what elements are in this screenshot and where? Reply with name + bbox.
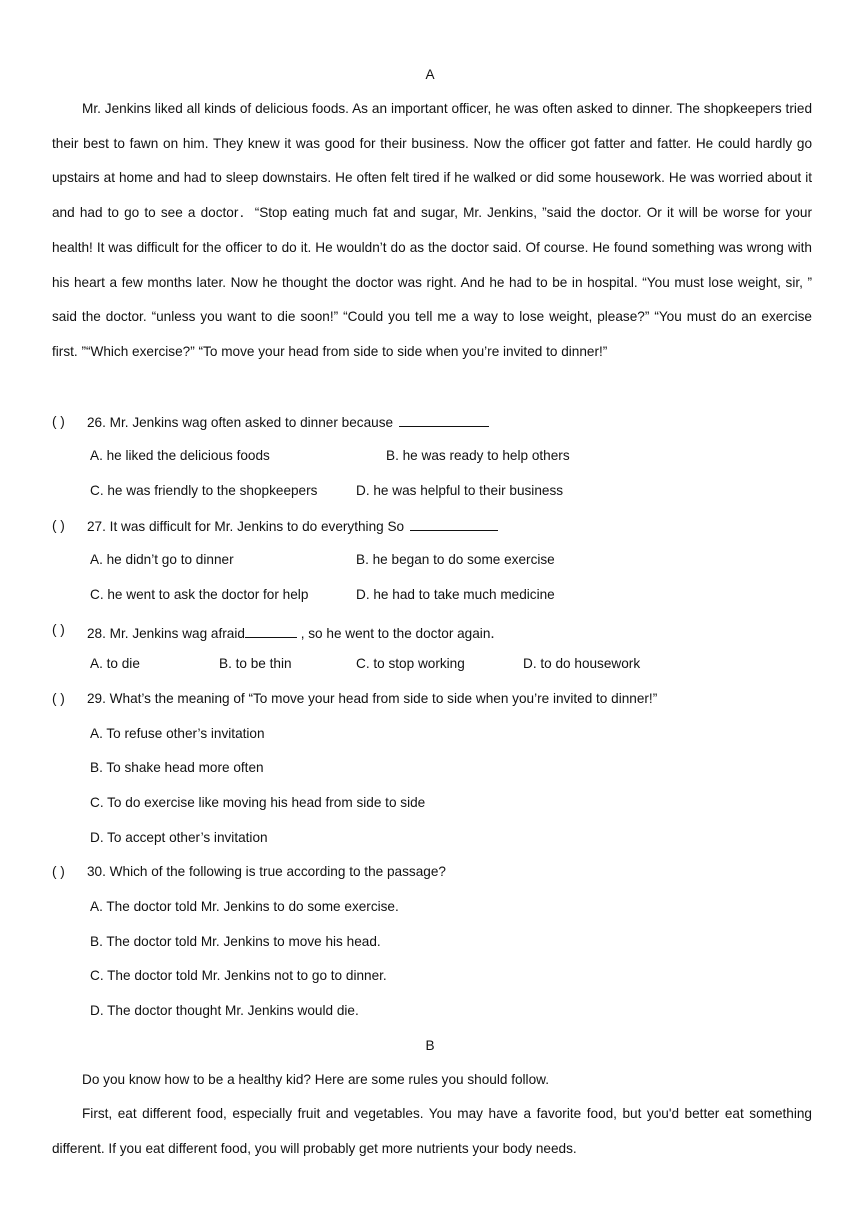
section-a-passage-text: Mr. Jenkins liked all kinds of delicious foods. As an important officer, he was often asked to dinner. The shopkeepers tried their best to fawn on him. They knew it was good for their business. Now the officer got fatter and fatter. He could hardly go upstairs at home and had to sleep downstairs. He often felt tired if he walked or did some housework. He was worried about it and had to go to see a doctor．“Stop eating much fat and sugar, Mr. Jenkins, ”said the doctor. Or it will be worse for your health! It was difficult for the officer to do it. He wouldn’t do as the doctor said. Of course. He found something was wrong with his heart a few months later. Now he thought the doctor was right. And he had to be in hospital. “You must lose weight, sir, ” said the doctor. “unless you want to die soon!” “Could you tell me a way to lose weight, please?” “You must do an exercise first. ”“Which exercise?” “To move your head from side to side when you’re invited to dinner!”: [52, 101, 812, 359]
option-b: B. he began to do some exercise: [356, 552, 555, 567]
section-b-heading: B: [425, 1038, 435, 1053]
answer-paren[interactable]: ( ): [52, 414, 65, 429]
option-c: C. To do exercise like moving his head from side to side: [90, 795, 426, 810]
option-d: D. The doctor thought Mr. Jenkins would die.: [90, 1003, 359, 1018]
question-stem-before: 28. Mr. Jenkins wag afraid: [87, 626, 245, 641]
question-stem: 30. Which of the following is true according to the passage?: [87, 864, 446, 879]
option-d: D. he was helpful to their business: [356, 483, 564, 498]
section-a-passage: [52, 92, 812, 370]
option-a: A. The doctor told Mr. Jenkins to do some exercise.: [90, 899, 399, 914]
option-d: D. to do housework: [523, 656, 641, 671]
option-c: C. he went to ask the doctor for help: [90, 587, 309, 602]
option-c: C. to stop working: [356, 656, 465, 671]
option-a: A. he liked the delicious foods: [90, 448, 270, 463]
option-d: D. he had to take much medicine: [356, 587, 555, 602]
answer-paren[interactable]: ( ): [52, 691, 65, 706]
answer-blank[interactable]: [399, 414, 489, 427]
option-b: B. he was ready to help others: [386, 448, 570, 463]
option-c: C. he was friendly to the shopkeepers: [90, 483, 318, 498]
option-d: D. To accept other’s invitation: [90, 830, 268, 845]
option-a: A. he didn’t go to dinner: [90, 552, 234, 567]
question-stem: 27. It was difficult for Mr. Jenkins to do everything So: [87, 519, 405, 534]
option-b: B. To shake head more often: [90, 760, 264, 775]
option-a: A. To refuse other’s invitation: [90, 726, 265, 741]
question-stem: 29. What’s the meaning of “To move your head from side to side when you’re invited to dinner!”: [87, 691, 658, 706]
option-c: C. The doctor told Mr. Jenkins not to go to dinner.: [90, 968, 387, 983]
option-b: B. The doctor told Mr. Jenkins to move his head.: [90, 934, 381, 949]
answer-blank[interactable]: [410, 518, 498, 531]
option-b: B. to be thin: [219, 656, 292, 671]
option-a: A. to die: [90, 656, 140, 671]
answer-blank[interactable]: [245, 625, 297, 638]
answer-paren[interactable]: ( ): [52, 864, 65, 879]
question-stem-after: , so he went to the doctor again．: [296, 626, 504, 641]
answer-paren[interactable]: ( ): [52, 622, 65, 637]
section-b-paragraph-1-text: First, eat different food, especially fruit and vegetables. You may have a favorite food, but you'd better eat something different. If you eat different food, you will probably get more nutrients your body needs.: [52, 1106, 812, 1156]
answer-paren[interactable]: ( ): [52, 518, 65, 533]
section-b-intro: Do you know how to be a healthy kid? Here are some rules you should follow.: [82, 1072, 549, 1087]
section-b-paragraph-1: [52, 1097, 812, 1166]
question-stem: 26. Mr. Jenkins wag often asked to dinner because: [87, 415, 394, 430]
section-a-heading: A: [425, 67, 435, 82]
